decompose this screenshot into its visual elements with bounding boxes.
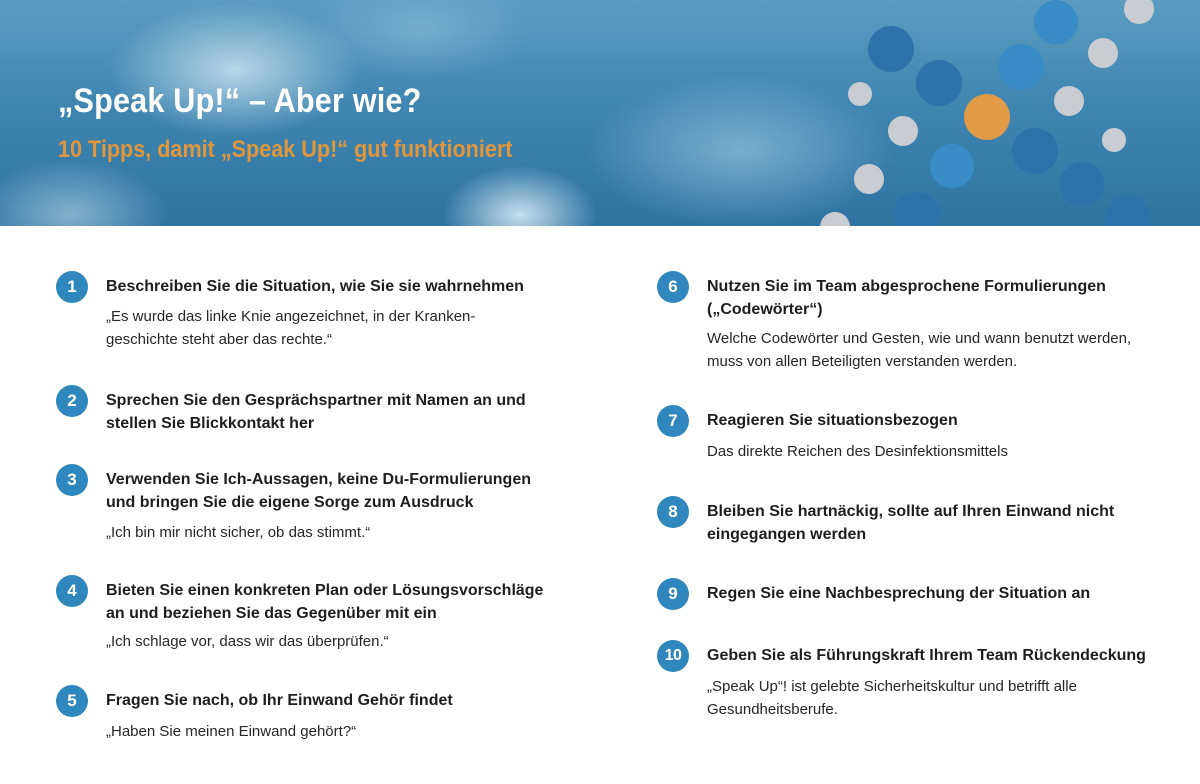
number-badge: 9 [657,578,689,610]
tip-heading: Reagieren Sie situationsbezogen [707,412,958,429]
tip-text: „Ich bin mir nicht sicher, ob das stimmt.“ [106,524,371,541]
tip-heading: Verwenden Sie Ich-Aussagen, keine Du-Formulierungen und bringen Sie die eigene Sorge zum Ausdruck [106,471,531,511]
tip-heading: Beschreiben Sie die Situation, wie Sie sie wahrnehmen [106,278,524,295]
tip-text: „Speak Up“! ist gelebte Sicherheitskultur und betrifft alle Gesundheitsberufe. [707,678,1077,718]
tip-text: Das direkte Reichen des Desinfektionsmittels [707,443,1008,460]
tip-heading: Regen Sie eine Nachbesprechung der Situation an [707,585,1091,602]
tip-text: „Es wurde das linke Knie angezeichnet, in der Kranken- geschichte steht aber das rechte.“ [106,308,476,348]
tip-text: „Ich schlage vor, dass wir das überprüfen.“ [106,633,389,650]
tip-text: Welche Codewörter und Gesten, wie und wann benutzt werden, muss von allen Beteiligten verstanden werden. [707,330,1132,370]
number-badge: 5 [56,685,88,717]
number-badge: 2 [56,385,88,417]
tip-heading: Sprechen Sie den Gesprächspartner mit Namen an und stellen Sie Blickkontakt her [106,392,526,432]
page-subtitle: 10 Tipps, damit „Speak Up!“ gut funktioniert [58,136,513,163]
tip-text: „Haben Sie meinen Einwand gehört?“ [106,723,357,740]
page-title: „Speak Up!“ – Aber wie? [58,82,422,120]
number-badge: 1 [56,271,88,303]
number-badge: 7 [657,405,689,437]
tip-heading: Nutzen Sie im Team abgesprochene Formulierungen („Codewörter“) [707,278,1106,318]
number-badge: 8 [657,496,689,528]
tip-heading: Geben Sie als Führungskraft Ihrem Team Rückendeckung [707,647,1146,664]
header-banner [0,0,1200,226]
number-badge: 10 [657,640,689,672]
tip-heading: Bleiben Sie hartnäckig, sollte auf Ihren Einwand nicht eingegangen werden [707,503,1115,543]
tip-heading: Fragen Sie nach, ob Ihr Einwand Gehör findet [106,692,453,709]
number-badge: 4 [56,575,88,607]
number-badge: 3 [56,464,88,496]
number-badge: 6 [657,271,689,303]
tip-heading: Bieten Sie einen konkreten Plan oder Lösungsvorschläge an und beziehen Sie das Gegenüber mit ein [106,582,544,622]
